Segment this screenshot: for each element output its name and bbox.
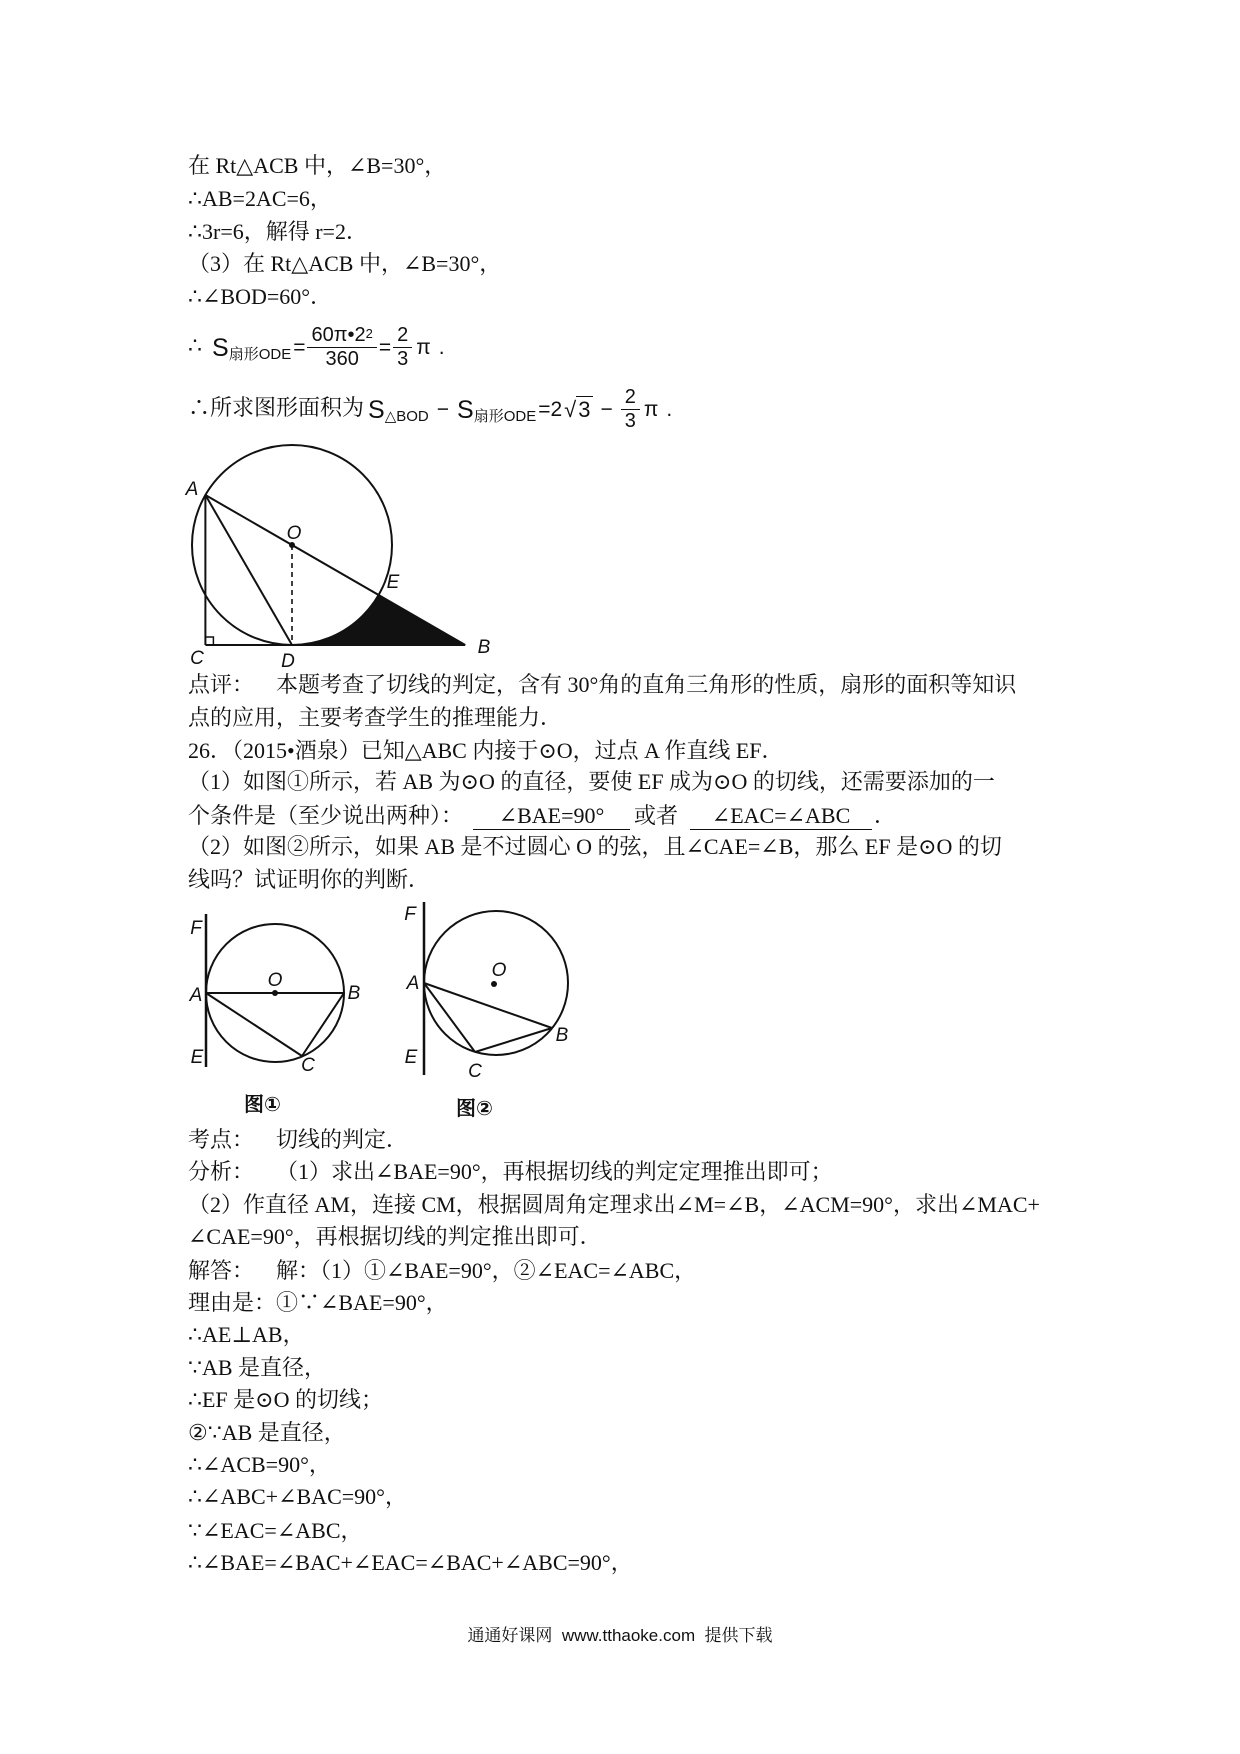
analysis-line bbox=[188, 1155, 833, 1188]
page-footer: 通通好课网 www.tthaoke.com 提供下载 bbox=[467, 1626, 773, 1645]
problem-part1-answer-line bbox=[188, 799, 896, 832]
point-label-o: O bbox=[491, 960, 507, 981]
equals-sign: = bbox=[378, 335, 392, 359]
point-label-d: D bbox=[281, 651, 295, 672]
answer-line bbox=[188, 1254, 696, 1287]
shaded-region bbox=[292, 595, 465, 645]
solution-line: （3）在 Rt△ACB 中，∠B=30°， bbox=[188, 251, 502, 276]
analysis-line: （2）作直径 AM，连接 CM，根据圆周角定理求出∠M=∠B，∠ACM=90°，求出∠MAC+ bbox=[188, 1192, 1040, 1217]
fraction-denominator: 360 bbox=[325, 348, 359, 371]
answer-line: ∴∠ACB=90°， bbox=[188, 1452, 331, 1477]
point-label-b: B bbox=[555, 1025, 569, 1046]
point-label-c: C bbox=[468, 1061, 482, 1082]
fraction-denominator: 3 bbox=[624, 410, 636, 433]
analysis-line: ∠CAE=90°，再根据切线的判定推出即可． bbox=[188, 1224, 602, 1249]
sector-fraction bbox=[307, 324, 376, 371]
solution-line: ∴3r=6，解得 r=2． bbox=[188, 219, 368, 244]
segment-ac bbox=[424, 983, 475, 1052]
fraction-numerator: 2 bbox=[393, 324, 412, 348]
equals-two: =2 bbox=[538, 397, 563, 421]
segment-ac bbox=[206, 993, 302, 1056]
comment-label: 点评： bbox=[188, 672, 255, 697]
point-label-c: C bbox=[301, 1055, 315, 1076]
answer-line: ∴∠ABC+∠BAC=90°， bbox=[188, 1484, 407, 1509]
answer-blank-1: ∠BAE=90° bbox=[473, 803, 630, 830]
area-subscript: 扇形ODE bbox=[228, 345, 292, 363]
coefficient-fraction bbox=[393, 324, 412, 371]
point-label-e: E bbox=[386, 572, 400, 593]
point-label-a: A bbox=[406, 973, 420, 994]
problem-part2-line: （2）如图②所示，如果 AB 是不过圆心 O 的弦，且∠CAE=∠B，那么 EF 是⊙O 的切 bbox=[188, 834, 1002, 859]
figure-1-caption: 图① bbox=[244, 1094, 281, 1116]
answer-label: 解答： bbox=[188, 1258, 255, 1283]
key-point-label: 考点： bbox=[188, 1127, 255, 1152]
answer-line: ∵AB 是直径， bbox=[188, 1355, 327, 1380]
area-subscript: 扇形ODE bbox=[473, 407, 537, 425]
center-dot bbox=[491, 981, 497, 987]
point-label-o: O bbox=[267, 970, 283, 991]
point-label-f: F bbox=[404, 904, 416, 925]
point-label-e: E bbox=[404, 1047, 418, 1068]
answer-line: ∵∠EAC=∠ABC， bbox=[188, 1518, 363, 1543]
pi-symbol: π bbox=[643, 397, 659, 421]
figure-1-diameter bbox=[180, 900, 370, 1080]
area-subscript: △BOD bbox=[384, 407, 429, 425]
segment-ab bbox=[205, 495, 465, 645]
or-text: 或者 bbox=[634, 803, 679, 828]
solution-line: ∴∠BOD=60°． bbox=[188, 284, 333, 309]
answer-line: ∴AE⊥AB， bbox=[188, 1322, 305, 1347]
point-label-a: A bbox=[185, 479, 199, 500]
numerator-base: 60π•2 bbox=[311, 324, 366, 347]
figure-2-chord bbox=[395, 895, 575, 1085]
minus-sign: − bbox=[600, 397, 613, 421]
period: ． bbox=[874, 803, 897, 828]
point-label-b: B bbox=[477, 637, 491, 658]
problem-part1-line: （1）如图①所示，若 AB 为⊙O 的直径，要使 EF 成为⊙O 的切线，还需要添加的一 bbox=[188, 769, 995, 794]
fraction-numerator: 2 bbox=[621, 386, 640, 410]
answer-text: 解：（1）①∠BAE=90°，②∠EAC=∠ABC， bbox=[276, 1258, 697, 1283]
point-label-e: E bbox=[190, 1047, 204, 1068]
fraction-numerator bbox=[307, 324, 376, 348]
equals-sign: = bbox=[293, 335, 306, 359]
square-root bbox=[564, 397, 592, 423]
period: . bbox=[438, 335, 445, 359]
radicand: 3 bbox=[578, 396, 591, 422]
answer-blank-2: ∠EAC=∠ABC bbox=[690, 803, 872, 830]
therefore-symbol: ∴ bbox=[188, 333, 202, 358]
area-symbol: S bbox=[457, 395, 474, 424]
radical-sign: √ bbox=[564, 396, 577, 422]
pi-symbol: π bbox=[416, 335, 431, 359]
segment-ad bbox=[205, 495, 292, 645]
answer-line: 理由是：①∵∠BAE=90°， bbox=[188, 1290, 448, 1315]
answer-line: ②∵AB 是直径， bbox=[188, 1420, 346, 1445]
minus-sign: − bbox=[436, 397, 450, 421]
numerator-exponent: 2 bbox=[365, 326, 373, 342]
figure-circle-right-triangle bbox=[180, 430, 500, 675]
problem-part2-line: 线吗？试证明你的判断． bbox=[188, 867, 431, 892]
point-label-a: A bbox=[189, 985, 203, 1006]
analysis-text: （1）求出∠BAE=90°，再根据切线的判定定理推出即可； bbox=[276, 1159, 833, 1184]
comment-line: 点的应用，主要考查学生的推理能力． bbox=[188, 705, 563, 730]
shaded-area-formula bbox=[188, 378, 674, 438]
comment-text: 本题考查了切线的判定，含有 30°角的直角三角形的性质，扇形的面积等知识 bbox=[276, 672, 1017, 697]
point-label-o: O bbox=[286, 523, 302, 544]
right-angle-mark bbox=[205, 637, 213, 645]
fraction-denominator: 3 bbox=[397, 348, 409, 371]
point-label-b: B bbox=[347, 983, 361, 1004]
area-symbol: S bbox=[368, 395, 385, 424]
point-label-f: F bbox=[190, 918, 202, 939]
answer-line: ∴∠BAE=∠BAC+∠EAC=∠BAC+∠ABC=90°， bbox=[188, 1550, 633, 1575]
figure-2-caption: 图② bbox=[456, 1098, 493, 1120]
period: . bbox=[666, 397, 673, 421]
area-symbol: S bbox=[212, 333, 229, 362]
sector-area-formula bbox=[188, 316, 447, 376]
key-point-line bbox=[188, 1123, 408, 1156]
solution-line: ∴AB=2AC=6， bbox=[188, 186, 332, 211]
coefficient-fraction bbox=[621, 386, 640, 433]
analysis-label: 分析： bbox=[188, 1159, 255, 1184]
key-point-text: 切线的判定． bbox=[276, 1127, 409, 1152]
answer-line: ∴EF 是⊙O 的切线； bbox=[188, 1387, 383, 1412]
problem-heading: 26．（2015•酒泉）已知△ABC 内接于⊙O，过点 A 作直线 EF． bbox=[188, 738, 784, 763]
point-label-c: C bbox=[190, 648, 204, 669]
segment-ab bbox=[424, 983, 552, 1028]
answer-prompt: 个条件是（至少说出两种）： bbox=[188, 803, 464, 828]
segment-cb bbox=[302, 993, 344, 1056]
solution-line: 在 Rt△ACB 中，∠B=30°， bbox=[188, 153, 447, 178]
formula-lead-text: ∴所求图形面积为 bbox=[188, 395, 365, 420]
comment-line bbox=[188, 668, 1016, 701]
